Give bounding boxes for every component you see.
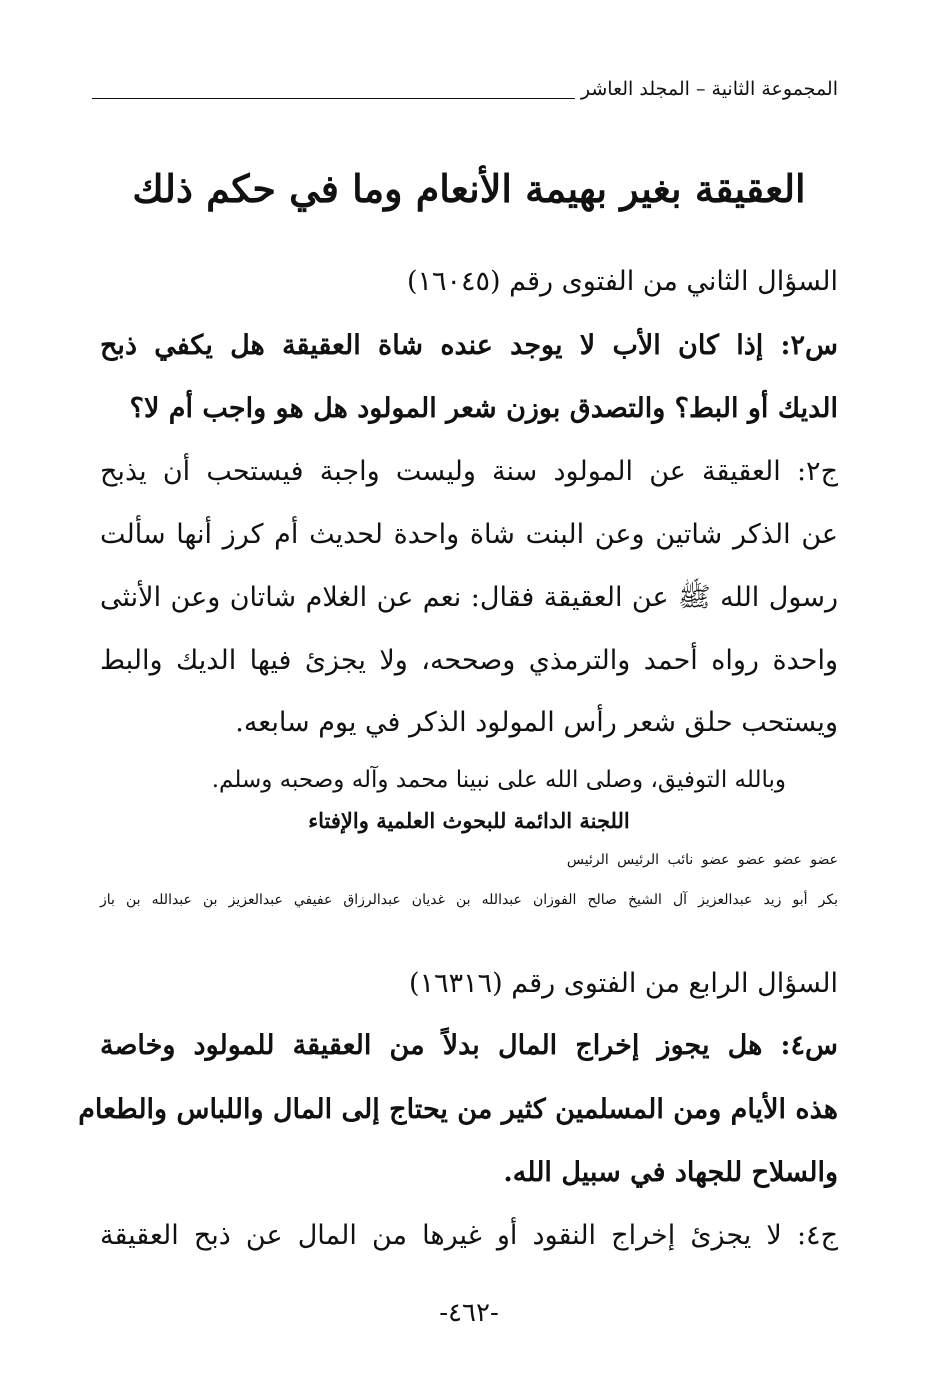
answer-line: ويستحب حلق شعر رأس المولود الذكر في يوم سابعه.	[235, 707, 838, 738]
answer-line: عن الذكر شاتين وعن البنت شاة واحدة لحديث أم كرز أنها سألت	[100, 519, 838, 550]
running-head-text: المجموعة الثانية – المجلد العاشر	[575, 78, 838, 100]
question-line: س٤: هل يجوز إخراج المال بدلاً من العقيقة للمولود وخاصة	[100, 1030, 838, 1061]
fatwa-label: السؤال الثاني من الفتوى رقم (١٦٠٤٥)	[406, 266, 838, 297]
answer-line: واحدة رواه أحمد والترمذي وصححه، ولا يجزئ فيها الديك والبط	[100, 645, 838, 676]
fatwa-label: السؤال الرابع من الفتوى رقم (١٦٣١٦)	[409, 968, 838, 999]
answer-line: رسول الله ﷺ عن العقيقة فقال: نعم عن الغلام شاتان وعن الأنثى	[100, 582, 838, 613]
page-number: -٤٦٢-	[439, 1298, 499, 1328]
page-title: العقيقة بغير بهيمة الأنعام وما في حكم ذلك	[132, 166, 806, 211]
question-line: هذه الأيام ومن المسلمين كثير من يحتاج إلى المال واللباس والطعام	[78, 1094, 838, 1125]
committee-name: اللجنة الدائمة للبحوث العلمية والإفتاء	[308, 808, 630, 833]
question-line: والسلاح للجهاد في سبيل الله.	[503, 1157, 838, 1188]
answer-line: ج٢: العقيقة عن المولود سنة وليست واجبة فيستحب أن يذبح	[100, 456, 838, 487]
question-line: الديك أو البط؟ والتصدق بوزن شعر المولود هل هو واجب أم لا؟	[129, 393, 838, 424]
member-names: بكر أبو زيد عبدالعزيز آل الشيخ صالح الفوزان عبدالله بن غديان عبدالرزاق عفيفي عبدالعزيز بن عبدالله بن باز	[100, 892, 838, 908]
question-line: س٢: إذا كان الأب لا يوجد عنده شاة العقيقة هل يكفي ذبح	[100, 330, 838, 361]
member-titles: عضو عضو عضو عضو نائب الرئيس الرئيس	[566, 852, 838, 868]
answer-line: ج٤: لا يجزئ إخراج النقود أو غيرها من المال عن ذبح العقيقة	[100, 1220, 838, 1251]
running-head	[92, 78, 838, 108]
closing-line: وبالله التوفيق، وصلى الله على نبينا محمد وآله وصحبه وسلم.	[211, 767, 786, 793]
